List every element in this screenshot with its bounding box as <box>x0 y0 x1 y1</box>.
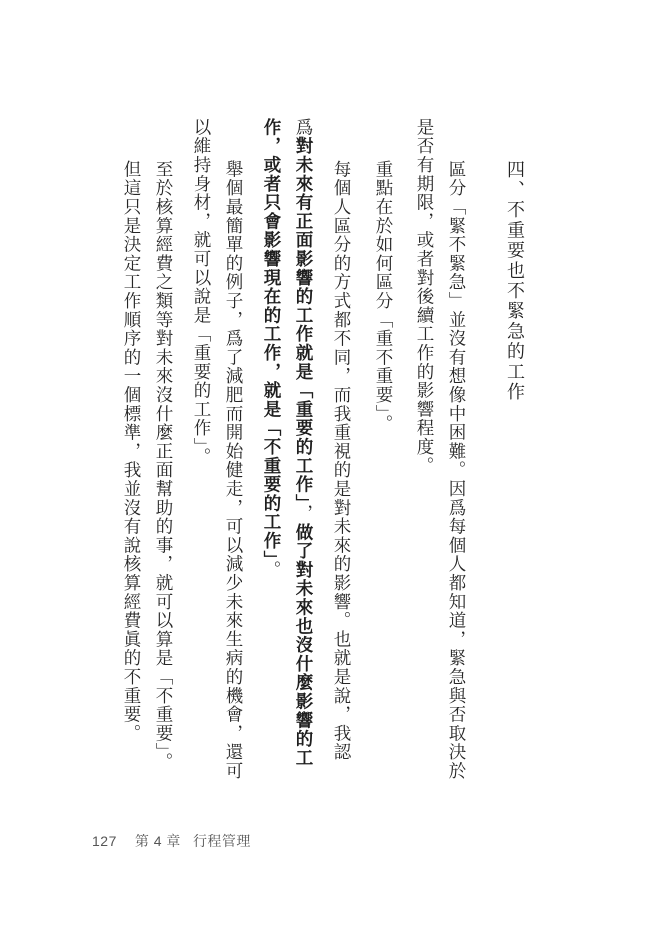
paragraph-3-line-2-plain: 爲 <box>293 118 313 137</box>
paragraph-3-comma: ， <box>293 504 313 523</box>
page-footer <box>92 831 251 851</box>
paragraph-1-line-2: 是否有期限，或者對後續工作的影響程度。 <box>414 118 434 476</box>
paragraph-3-period: 。 <box>261 560 281 580</box>
paragraph-3-emphasis-2: 做了對未來也沒什麼影響的工 <box>293 522 313 768</box>
paragraph-5-line-2: 但這只是決定工作順序的一個標準，我並沒有說核算經費眞的不重要。 <box>121 160 141 743</box>
paragraph-3-line-3 <box>259 118 283 579</box>
paragraph-3-line-2 <box>291 118 315 767</box>
page-number: 127 <box>92 833 117 849</box>
paragraph-5-line-1: 至於核算經費之類等對未來沒什麼正面幫助的事，就可以算是「不重要」。 <box>153 160 173 772</box>
section-heading: 四、不重要也不緊急的工作 <box>504 160 525 403</box>
paragraph-1-line-1: 區分「緊不緊急」並沒有想像中困難。因爲每個人都知道，緊急與否取決於 <box>446 160 466 781</box>
paragraph-2-line-1: 重點在於如何區分「重不重要」。 <box>373 160 393 434</box>
paragraph-3-emphasis-3: 作，或者只會影響現在的工作，就是「不重要的工作」 <box>261 118 281 561</box>
paragraph-4-line-1: 舉個最簡單的例子，爲了減肥而開始健走，可以減少未來生病的機會，還可 <box>223 160 243 781</box>
chapter-label: 第 4 章 <box>134 833 181 849</box>
paragraph-4-line-2: 以維持身材，就可以說是「重要的工作」。 <box>191 118 211 467</box>
paragraph-3-emphasis-1: 對未來有正面影響的工作就是「重要的工作」 <box>293 136 313 505</box>
paragraph-3-line-1: 每個人區分的方式都不同，而我重視的是對未來的影響。也就是說，我認 <box>331 160 351 762</box>
section-label: 行程管理 <box>192 833 251 849</box>
